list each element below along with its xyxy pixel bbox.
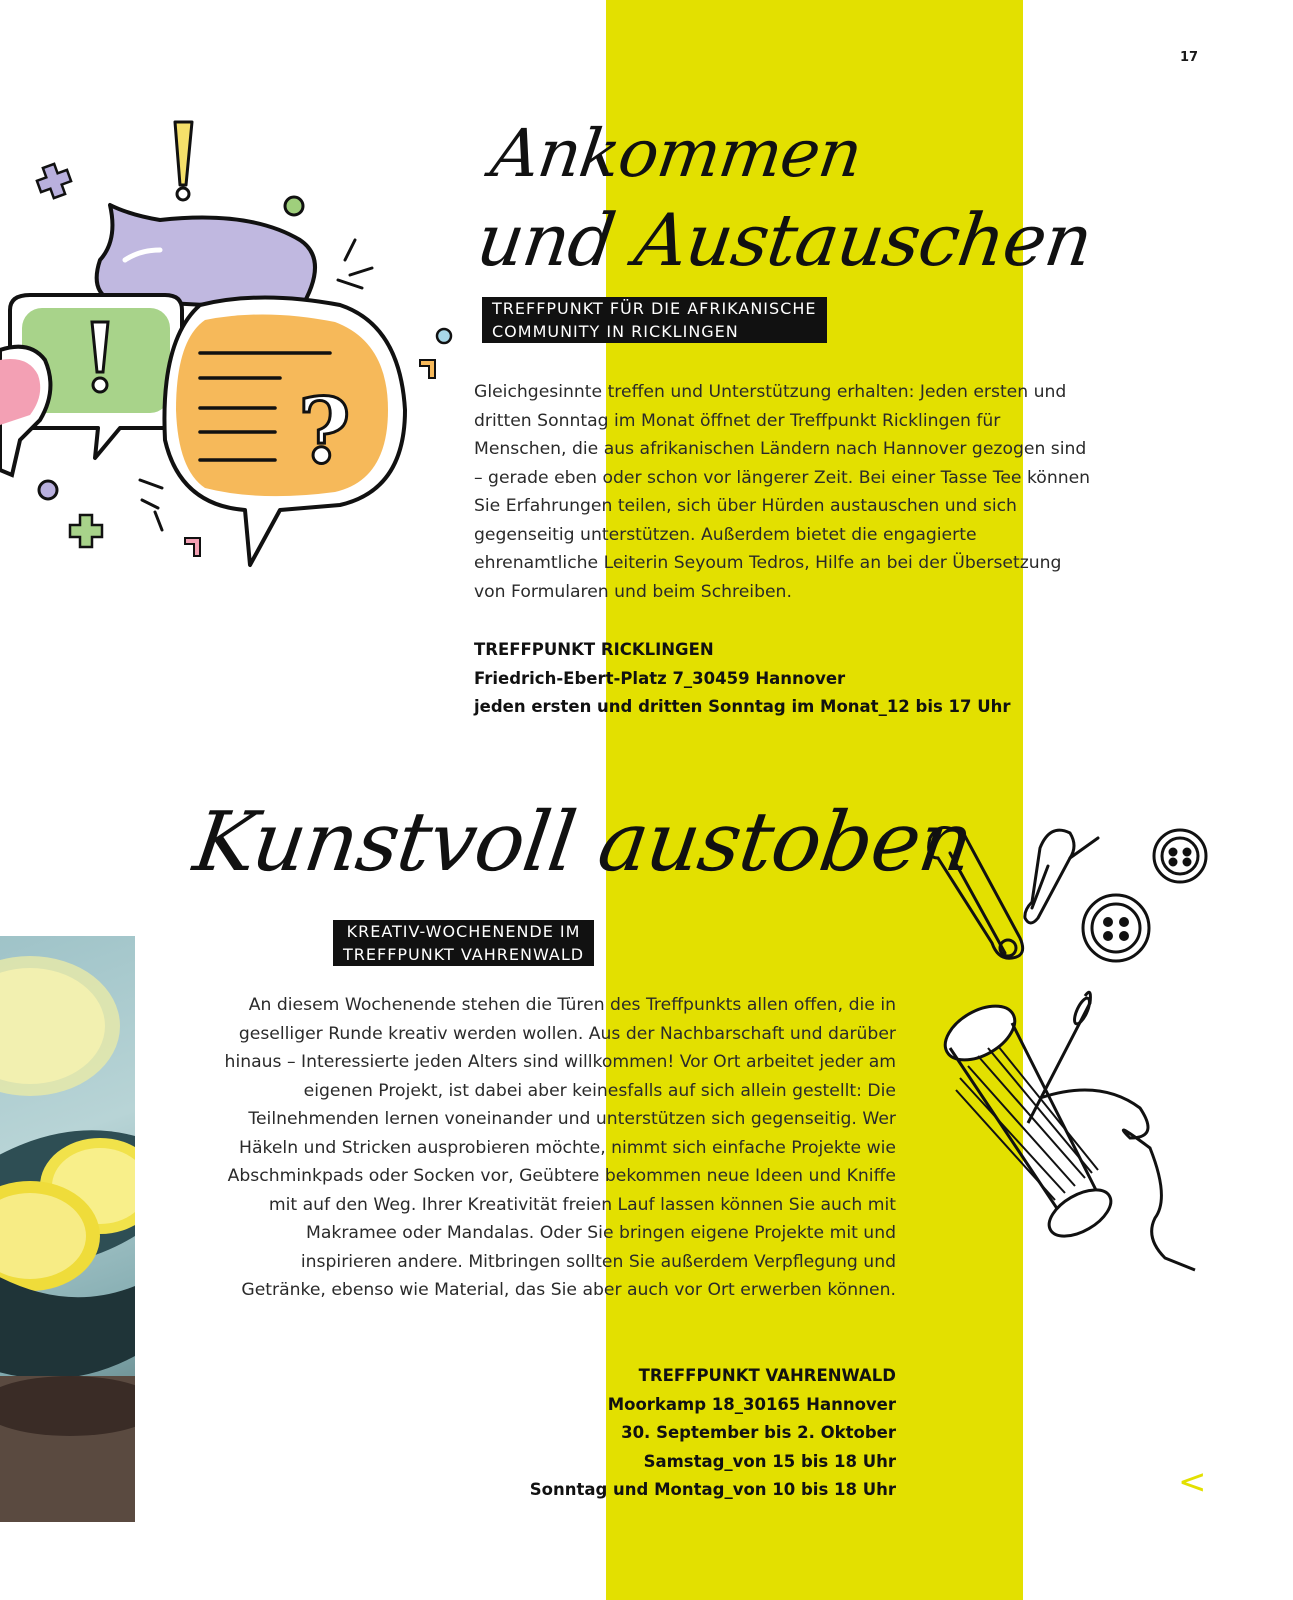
section1-subtitle-label [482, 297, 827, 343]
speech-bubbles-illustration [0, 110, 460, 590]
section2-info-name: TREFFPUNKT VAHRENWALD [638, 1366, 896, 1385]
section1-body-text: Gleichgesinnte treffen und Unterstützung erhalten: Jeden ersten und dritten Sonntag im Monat öffnet der Treffpunkt Ricklingen für Menschen, die aus afrikanischen Ländern nach Hannover gezogen sind – gerade eben oder schon vor längerer Zeit. Bei einer Tasse Tee können Sie Erfahrungen teilen, sich über Hürden austauschen und sich gegenseitig unterstützen. Außerdem bietet die engagierte ehrenamtliche Leiterin Seyoum Tedros, Hilfe an bei der Übersetzung von Formularen und beim Schreiben. [474, 382, 1091, 602]
section2-info-dates: 30. September bis 2. Oktober [621, 1423, 896, 1442]
section2-info-sunday-monday: Sonntag und Montag_von 10 bis 18 Uhr [529, 1480, 896, 1499]
chevron-left-icon[interactable]: < [1178, 1462, 1207, 1502]
section1-title-line1: Ankommen [486, 115, 867, 192]
section1-subtitle-line1: TREFFPUNKT FÜR DIE AFRIKANISCHE [492, 299, 817, 318]
section2-subtitle-label [333, 920, 594, 966]
section2-info-saturday: Samstag_von 15 bis 18 Uhr [643, 1451, 896, 1471]
section1-info-name: TREFFPUNKT RICKLINGEN [474, 640, 714, 659]
sewing-notions-illustration [920, 818, 1230, 1288]
section1-title-line2: und Austauschen [472, 198, 1097, 282]
section1-info-address: Friedrich-Ebert-Platz 7_30459 Hannover [474, 668, 846, 688]
svg-text:?: ? [298, 378, 351, 484]
section2-title: Kunstvoll austoben [188, 795, 978, 890]
page-number: 17 [1180, 50, 1199, 65]
lemon-slices-bowl-photo [0, 936, 135, 1522]
section1-info-time: jeden ersten und dritten Sonntag im Monat_12 bis 17 Uhr [474, 697, 1011, 716]
section1-subtitle-line2: COMMUNITY IN RICKLINGEN [492, 322, 739, 341]
section2-subtitle-line2: TREFFPUNKT VAHRENWALD [343, 945, 585, 964]
section2-info-block [530, 1362, 896, 1505]
section2-subtitle-line1: KREATIV-WOCHENENDE IM [346, 922, 581, 941]
section2-info-address: Moorkamp 18_30165 Hannover [607, 1394, 896, 1414]
section2-body-text: An diesem Wochenende stehen die Türen des Treffpunkts allen offen, die in geselliger Runde kreativ werden wollen. Aus der Nachbarschaft und darüber hinaus – Interessierte jeden Alters sind willkommen! Vor Ort arbeitet jeder am eigenen Projekt, ist dabei aber keinesfalls auf sich allein gestellt: Die Teilnehmenden lernen voneinander und unterstützen sich gegenseitig. Wer Häkeln und Stricken ausprobieren möchte, nimmt sich einfache Projekte wie Abschminkpads oder Socken vor, Geübtere bekommen neue Ideen und Kniffe mit auf den Weg. Ihrer Kreativität freien Lauf lassen können Sie auch mit Makramee oder Mandalas. Oder Sie bringen eigene Projekte mit und inspirieren andere. Mitbringen sollten Sie außerdem Verpflegung und Getränke, ebenso wie Material, das Sie aber auch vor Ort erwerben können. [224, 995, 896, 1300]
section1-info-block [474, 636, 1011, 722]
